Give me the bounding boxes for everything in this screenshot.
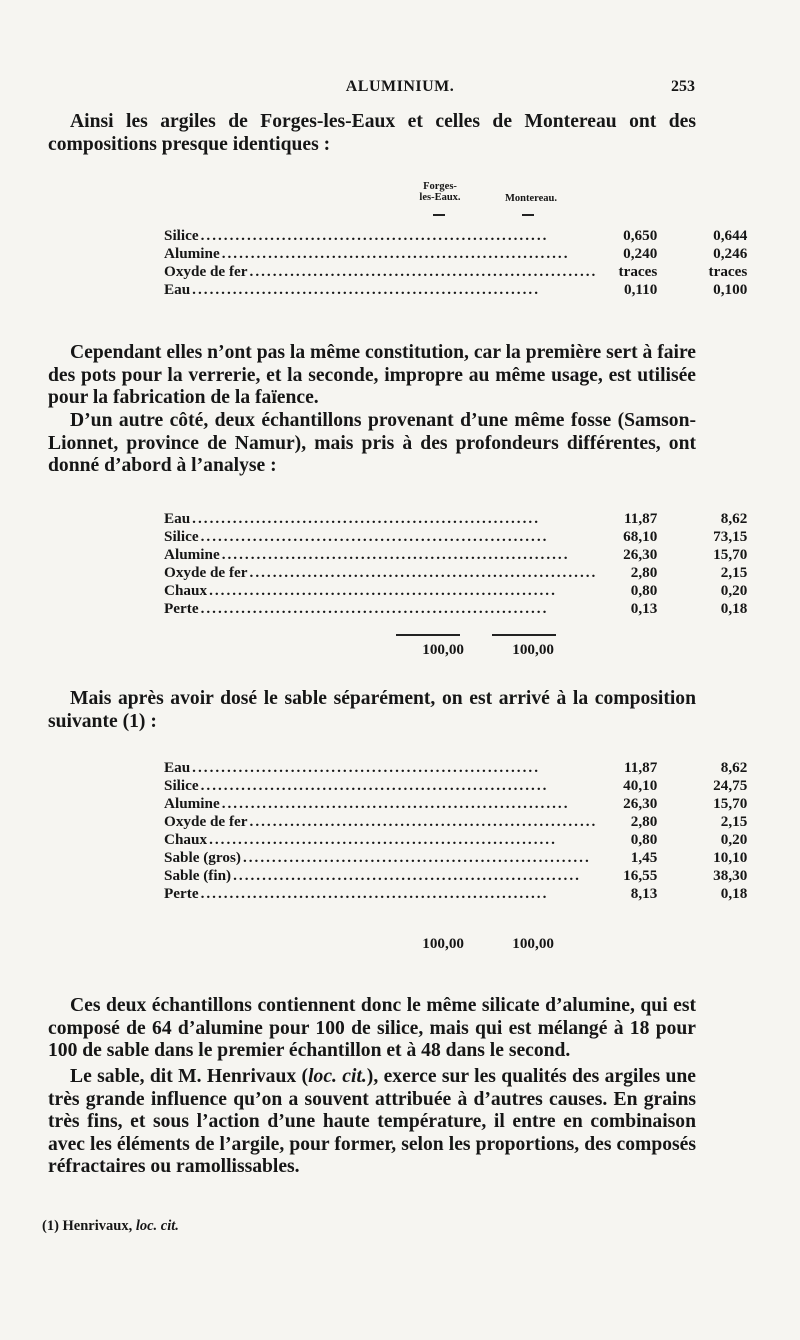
- row-value-1: 1,45: [630, 849, 658, 866]
- paragraph-samples: D’un autre côté, deux échantillons provenant d’une même fosse (Samson-Lionnet, province de Namur), mais pris à des profondeurs différentes, ont donné d’abord à l’analyse :: [48, 410, 696, 476]
- row-label: [164, 759, 597, 777]
- dash-separator: [522, 214, 534, 216]
- citation-italic: loc. cit.: [308, 1066, 367, 1087]
- table-row: [164, 867, 747, 885]
- table-3-totals: [164, 935, 554, 953]
- dot-leader: ............................................................: [200, 777, 549, 794]
- row-value-2: 10,10: [713, 849, 748, 866]
- row-value-1: 0,13: [630, 600, 658, 617]
- column-header-montereau: Montereau.: [504, 193, 557, 204]
- table-row: [164, 227, 747, 245]
- row-value-1: 16,55: [623, 867, 658, 884]
- text-run: Le sable, dit M. Henrivaux (: [70, 1066, 309, 1087]
- paragraph-sand: Mais après avoir dosé le sable séparément, on est arrivé à la composition suivante (1) :: [48, 688, 696, 732]
- row-label-text: Oxyde de fer: [164, 564, 248, 581]
- row-label-text: Sable (fin): [164, 867, 232, 884]
- row-label: [164, 849, 597, 867]
- paragraph-constitution: Cependant elles n’ont pas la même constitution, car la première sert à faire des pots pour la verrerie, et la seconde, impropre au même usage, est utilisée pour la fabrication de la faïence.: [48, 342, 697, 408]
- row-value-1: 0,240: [623, 245, 658, 262]
- row-value-2: 38,30: [713, 867, 748, 884]
- total-value: 100,00: [422, 641, 464, 658]
- row-label-text: Alumine: [164, 245, 220, 262]
- row-value-1: traces: [618, 263, 658, 280]
- row-label-text: Silice: [164, 528, 199, 545]
- row-value-2: 0,20: [720, 831, 748, 848]
- total-value: 100,00: [512, 641, 554, 658]
- column-header-forges: [405, 181, 475, 203]
- paragraph-henrivaux: [48, 1066, 696, 1179]
- row-label-text: Sable (gros): [164, 849, 241, 866]
- row-label: [164, 528, 597, 546]
- dot-leader: ............................................................: [200, 528, 549, 545]
- row-value-2: 24,75: [713, 777, 748, 794]
- row-value-2: 2,15: [720, 813, 748, 830]
- dot-leader: ............................................................: [209, 582, 557, 599]
- sum-rule: [396, 634, 460, 636]
- row-label: [164, 281, 597, 299]
- footnote-citation: loc. cit.: [135, 1218, 179, 1234]
- dot-leader: ............................................................: [233, 867, 581, 884]
- table-row: [164, 582, 747, 600]
- row-value-1: 68,10: [623, 528, 658, 545]
- row-value-2: 0,18: [720, 600, 748, 617]
- table-row: [164, 281, 747, 299]
- row-label: [164, 546, 597, 564]
- table-row: [164, 759, 747, 777]
- row-label: [164, 831, 597, 849]
- paragraph-silicate: Ces deux échantillons contiennent donc le même silicate d’alumine, qui est composé de 64 d’alumine pour 100 de silice, mais qui est mélangé à 18 pour 100 de sable dans le premier échantillon et à 48 dans le second.: [48, 995, 696, 1061]
- table-row: [164, 813, 747, 831]
- row-value-2: 15,70: [713, 546, 748, 563]
- dot-leader: ............................................................: [249, 564, 598, 581]
- paragraph-intro: Ainsi les argiles de Forges-les-Eaux et celles de Montereau ont des compositions presque identiques :: [48, 111, 696, 155]
- row-label-text: Eau: [164, 281, 191, 298]
- row-value-2: traces: [708, 263, 748, 280]
- table-row: [164, 263, 747, 281]
- row-value-1: 11,87: [623, 759, 658, 776]
- row-value-1: 0,650: [623, 227, 658, 244]
- row-value-2: 0,246: [713, 245, 748, 262]
- row-label-text: Silice: [164, 777, 199, 794]
- running-header: [0, 78, 800, 102]
- column-header-forges-line2: les-Eaux.: [419, 192, 461, 203]
- dot-leader: ............................................................: [221, 795, 570, 812]
- row-value-1: 26,30: [623, 795, 658, 812]
- row-label: [164, 263, 597, 281]
- composition-table-2: [164, 510, 747, 618]
- row-value-1: 26,30: [623, 546, 658, 563]
- total-value: 100,00: [512, 935, 554, 952]
- footnote: [42, 1218, 179, 1235]
- dot-leader: ............................................................: [209, 831, 557, 848]
- row-value-1: 0,80: [630, 831, 658, 848]
- row-label-text: Oxyde de fer: [164, 813, 248, 830]
- footnote-marker: (1) Henrivaux,: [42, 1218, 136, 1234]
- row-value-1: 2,80: [630, 813, 658, 830]
- table-row: [164, 510, 747, 528]
- dot-leader: ............................................................: [242, 849, 591, 866]
- table-2-totals: [164, 641, 554, 659]
- page-number: 253: [671, 78, 695, 95]
- row-label-text: Oxyde de fer: [164, 263, 248, 280]
- dot-leader: ............................................................: [200, 885, 549, 902]
- text-run: ), exerce sur les qualités des argiles une très grande influence qu’on a souvent attribuée à d’autres causes. En grains très fins, et sous l’action d’une haute température, il entre en combinaison avec les éléments de l’argile, pour former, selon les proportions, des composés réfractaires ou ramollissables.: [48, 1066, 696, 1177]
- row-value-2: 0,644: [713, 227, 748, 244]
- table-row: [164, 564, 747, 582]
- row-label-text: Chaux: [164, 582, 208, 599]
- row-label-text: Eau: [164, 510, 191, 527]
- dot-leader: ............................................................: [249, 813, 598, 830]
- dot-leader: ............................................................: [221, 546, 570, 563]
- row-label-text: Alumine: [164, 546, 220, 563]
- table-row: [164, 849, 747, 867]
- row-label: [164, 245, 597, 263]
- dot-leader: ............................................................: [249, 263, 598, 280]
- row-label-text: Alumine: [164, 795, 220, 812]
- dot-leader: ............................................................: [200, 600, 549, 617]
- row-value-2: 0,20: [720, 582, 748, 599]
- dot-leader: ............................................................: [200, 227, 549, 244]
- sum-rule: [492, 634, 556, 636]
- dot-leader: ............................................................: [221, 245, 570, 262]
- dash-separator: [433, 214, 445, 216]
- row-label: [164, 795, 597, 813]
- row-label-text: Chaux: [164, 831, 208, 848]
- row-value-1: 0,110: [623, 281, 658, 298]
- row-value-1: 0,80: [630, 582, 658, 599]
- row-label-text: Silice: [164, 227, 199, 244]
- row-value-2: 73,15: [713, 528, 748, 545]
- row-label-text: Perte: [164, 885, 199, 902]
- row-value-2: 15,70: [713, 795, 748, 812]
- row-value-2: 8,62: [720, 759, 748, 776]
- table-row: [164, 777, 747, 795]
- row-label: [164, 564, 597, 582]
- dot-leader: ............................................................: [192, 759, 540, 776]
- row-label: [164, 510, 597, 528]
- dot-leader: ............................................................: [192, 510, 540, 527]
- table-row: [164, 885, 747, 903]
- row-label: [164, 227, 597, 245]
- table-row: [164, 546, 747, 564]
- table-row: [164, 600, 747, 618]
- column-header-forges-line1: Forges-: [423, 181, 457, 192]
- composition-table-1: [164, 227, 747, 299]
- row-label: [164, 867, 597, 885]
- row-value-1: 2,80: [630, 564, 658, 581]
- row-value-1: 11,87: [623, 510, 658, 527]
- row-label: [164, 777, 597, 795]
- row-label: [164, 600, 597, 618]
- row-label: [164, 813, 597, 831]
- row-label-text: Eau: [164, 759, 191, 776]
- row-value-1: 40,10: [623, 777, 658, 794]
- row-value-2: 0,18: [720, 885, 748, 902]
- row-value-1: 8,13: [630, 885, 658, 902]
- row-value-2: 8,62: [720, 510, 748, 527]
- dot-leader: ............................................................: [192, 281, 540, 298]
- table-row: [164, 831, 747, 849]
- row-value-2: 2,15: [720, 564, 748, 581]
- table-row: [164, 245, 747, 263]
- table-row: [164, 528, 747, 546]
- running-title: ALUMINIUM.: [345, 78, 455, 95]
- row-value-2: 0,100: [713, 281, 748, 298]
- row-label: [164, 885, 597, 903]
- row-label: [164, 582, 597, 600]
- total-value: 100,00: [422, 935, 464, 952]
- table-row: [164, 795, 747, 813]
- composition-table-3: [164, 759, 747, 903]
- row-label-text: Perte: [164, 600, 199, 617]
